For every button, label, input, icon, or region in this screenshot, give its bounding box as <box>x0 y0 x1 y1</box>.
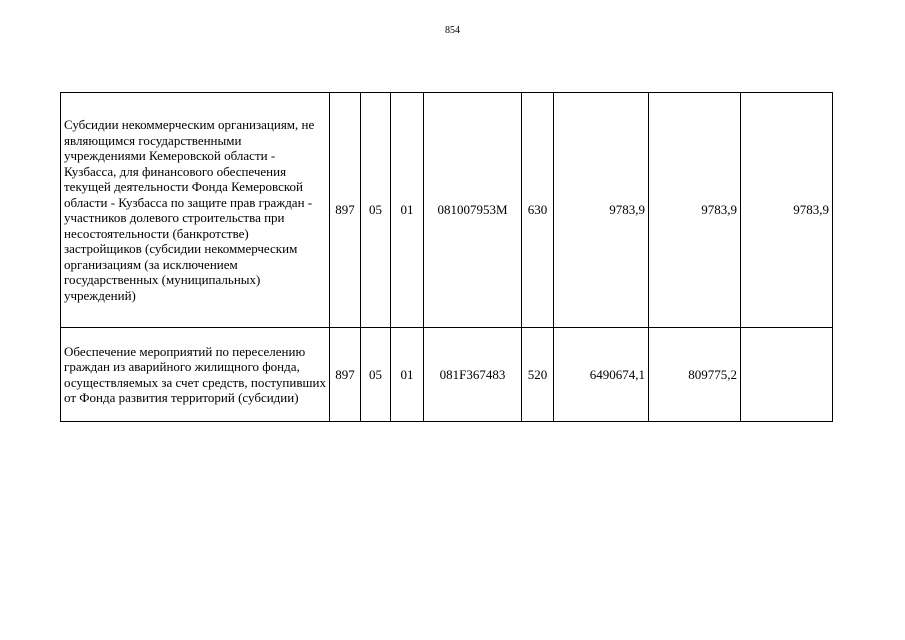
section-code: 05 <box>361 93 391 328</box>
expense-type-code: 520 <box>522 328 554 422</box>
subsection-code: 01 <box>391 328 424 422</box>
ministry-code: 897 <box>330 328 361 422</box>
amount-year-2: 809775,2 <box>649 328 741 422</box>
table-row <box>61 93 833 328</box>
ministry-code: 897 <box>330 93 361 328</box>
amount-year-1: 9783,9 <box>554 93 649 328</box>
target-article-code: 081F367483 <box>424 328 522 422</box>
target-article-code: 081007953М <box>424 93 522 328</box>
amount-year-2: 9783,9 <box>649 93 741 328</box>
amount-year-1: 6490674,1 <box>554 328 649 422</box>
expense-description: Субсидии некоммерческим организациям, не являющимся государственными учреждениями Кемеровской области - Кузбасса, для финансового обеспечения текущей деятельности Фонда Кемеровской области - Кузбасса по защите прав граждан - участников долевого строительства при несостоятельности (банкротстве) застройщиков (субсидии некоммерческим организациям (за исключением государственных (муниципальных) учреждений) <box>61 93 330 328</box>
amount-year-3 <box>741 328 833 422</box>
section-code: 05 <box>361 328 391 422</box>
subsection-code: 01 <box>391 93 424 328</box>
page-number: 854 <box>445 25 460 36</box>
expense-type-code: 630 <box>522 93 554 328</box>
budget-table <box>60 92 833 422</box>
amount-year-3: 9783,9 <box>741 93 833 328</box>
table-row <box>61 328 833 422</box>
expense-description: Обеспечение мероприятий по переселению граждан из аварийного жилищного фонда, осуществляемых за счет средств, поступивших от Фонда развития территорий (субсидии) <box>61 328 330 422</box>
